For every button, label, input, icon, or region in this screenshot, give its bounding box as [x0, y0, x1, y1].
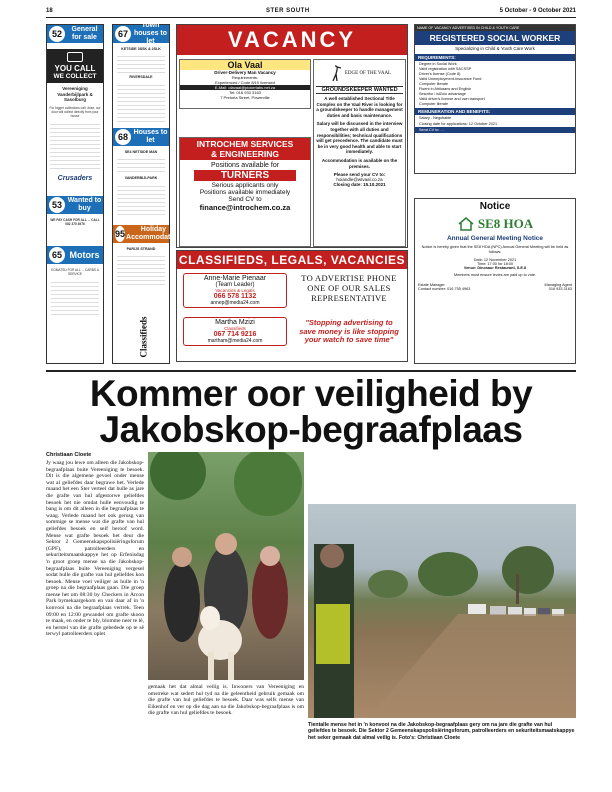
bin-icon	[67, 52, 83, 62]
section-label: Houses to let	[133, 128, 168, 144]
notice-heading: Annual General Meeting Notice	[446, 235, 544, 242]
holiday-filler	[117, 253, 165, 287]
you-call-list	[47, 121, 103, 171]
house-ad-2: VANDERBIJLPARK	[124, 176, 158, 181]
section-label: General for sale	[71, 26, 98, 41]
townhouse-filler-1	[117, 53, 165, 73]
classifieds-bar: CLASSIFIEDS, LEGALS, VACANCIES	[178, 253, 406, 267]
vacancy-block	[176, 24, 408, 248]
sw-topbar: NAME OF VACANCY ADVERTISED IN CHILD & YOUTH CARE	[415, 25, 575, 31]
introchem-turners: TURNERS	[194, 170, 296, 181]
article-col-2: gemaak het dat almal veilig is. Inwoners van Vereeniging en omstreke wat sedert hul tyd na die geleentheid gebruik gemaak om die grafte van hul geliefdes te besoek. Daar was selfs mense van Eikenhof en ver op die dag aan na die Jakobskop-begraafplaas is om die grafte van hul geliefdes te besoek.	[148, 684, 304, 717]
townhouse-ad-2: RIVERSDALE	[129, 75, 153, 80]
vacancy-banner	[177, 25, 407, 55]
heron-icon	[328, 64, 342, 82]
section-label: Motors	[69, 249, 100, 260]
notice-ad	[414, 198, 576, 364]
advertise-text: TO ADVERTISE PHONE ONE OF OUR SALES REPRESENTATIVE	[301, 273, 397, 303]
sw-rem-heading: REMUNERATION AND BENEFITS:	[415, 108, 575, 115]
rep-name: Anne-Marie Pienaar	[203, 275, 267, 282]
house-ad-1: SE4 NETSIDE MAN	[124, 149, 158, 154]
edge-logo	[316, 62, 403, 84]
introchem-heading-2: & ENGINEERING	[180, 149, 310, 160]
notice-date: Date: 12 November 2021	[473, 257, 517, 262]
edge-logo-text: EDGE OF THE VAAL	[344, 70, 392, 76]
photo-group	[148, 452, 304, 680]
house-filler-1	[117, 156, 165, 174]
photo-caption: Tientalle mense het in 'n konvooi na die Jakobskop-begraafplaas gery om na jare die grafte van hul geliefdes te besoek. Die Sektor 2 Gemeenskapspolisiëringsforum, patrolleerders en sekuriteitsmaatskappye het seker gemaak dat almal veilig is. Foto's: Christiaan Cloete	[308, 722, 575, 741]
olavaal-req: Requirements:	[231, 75, 258, 80]
header-rule	[46, 17, 576, 18]
sw-req-item: Valid Unemployment-Insurance Fund	[419, 77, 482, 81]
sw-req-item: Degree in Social Work	[419, 62, 457, 66]
rep-category: Classifieds	[224, 326, 246, 331]
section-95	[113, 225, 181, 243]
issue-date: 5 October - 9 October 2021	[499, 8, 576, 14]
classifieds-contact-block	[176, 250, 408, 362]
you-call-sub: Vereeniging Vanderbijlpark & Sasolburg	[57, 86, 93, 102]
section-67	[113, 22, 169, 45]
section-52	[47, 25, 103, 43]
crusaders-logo: Crusaders	[57, 174, 93, 182]
section-number: 53	[48, 196, 66, 214]
edge-closing: Closing date: 15.10.2021	[333, 182, 386, 188]
rep-role: (Team Leader)	[215, 282, 255, 288]
rep-martha	[183, 317, 287, 346]
sw-closing: Closing date for applications: 12 October 2021	[419, 122, 498, 126]
article-divider	[46, 370, 576, 372]
notice-title: Notice	[479, 201, 511, 212]
sw-req-item: Computer literate	[419, 82, 449, 86]
house-icon	[457, 217, 475, 231]
edge-ad	[313, 59, 406, 247]
introchem-line-1: Positions available for	[210, 162, 280, 169]
masthead: STER SOUTH	[266, 8, 310, 14]
holiday-ad: PARIJS STRAND	[126, 246, 156, 251]
house-filler-2	[117, 183, 165, 217]
section-number: 68	[114, 128, 132, 146]
introchem-line-5: Send CV to	[228, 196, 262, 203]
section-label: Town houses to let	[133, 22, 168, 45]
you-call-body: For bigger collections call, dose, our door will collect directly from your house	[49, 105, 101, 118]
photo-convoy	[308, 504, 576, 718]
section-53	[47, 196, 103, 214]
sw-rem-item: Salary - Negotiable	[419, 116, 452, 120]
you-call-ad	[47, 49, 103, 83]
classifieds-logo: Classifieds	[138, 316, 149, 358]
notice-venue: Venue: Dinosaur Restaurant, S.E.8	[463, 265, 527, 270]
section-label: Holiday Accommodation	[126, 225, 181, 241]
rep-anne	[183, 273, 287, 308]
olavaal-tel: Tel: 016 933 3163	[229, 90, 261, 95]
hoa-logo	[418, 216, 572, 232]
edge-para-1: A well established Sectional Title Complex on the Vaal River is looking for a groundskeeper to handle management duties and basic maintenance.	[316, 96, 403, 118]
sw-req-item: Sesotho / isiZulu advantage	[419, 92, 466, 96]
introchem-email: finance@introchem.co.za	[199, 203, 291, 212]
olavaal-ad	[179, 59, 311, 109]
rep-phone: 066 578 1132	[213, 293, 257, 300]
photo-cars-road	[308, 504, 576, 718]
rep-email: martham@media24.com	[207, 338, 263, 344]
sw-req-item: Fluent in Afrikaans and English	[419, 87, 472, 91]
sw-req-item: Valid driver's license and own transport	[419, 97, 485, 101]
contact-tel: 016 933 3163	[548, 287, 572, 292]
article-headline: Kommer oor veiligheid by Jakobskop-begraafplaas	[89, 373, 533, 450]
notice-para-1: Notice is hereby given that the SE8 HOA (NPC) Annual General Meeting will be held as follows:	[421, 245, 569, 254]
hoa-logo-text: SE8 HOA	[477, 216, 534, 231]
introchem-line-4: Positions available immediately	[199, 189, 291, 196]
sw-req-list	[415, 61, 575, 108]
sw-req-heading: REQUIREMENTS:	[415, 54, 575, 61]
sw-req-item: Valid registration with SACSSP	[419, 67, 472, 71]
sw-req-item: Driver's license (Code 8)	[419, 72, 461, 76]
section-number: 52	[48, 25, 66, 43]
classifieds-col-left	[46, 24, 104, 364]
section-number: 95	[114, 225, 126, 243]
contact-role: Estate Manager	[418, 283, 445, 288]
classifieds-logo-strip	[118, 312, 170, 362]
vacancy-title: VACANCY	[227, 27, 357, 52]
we-collect-heading: WE COLLECT	[53, 73, 97, 80]
introchem-ad	[179, 137, 311, 247]
section-label: Wanted to buy	[67, 196, 102, 212]
sw-sub: Specializing in Child & Youth Care Work	[455, 46, 535, 51]
edge-para-2: Salary will be discussed in the interview together with all duties and responsibilities; technical qualifications will get precedence. The candidate must be in very good health and able to start immediately.	[316, 121, 403, 155]
edge-cta: Please send your CV to:	[333, 172, 386, 178]
contact-role: Managing Agent	[544, 283, 572, 288]
edge-title: GROUNDSKEEPER WANTED	[316, 86, 403, 94]
social-worker-ad	[414, 24, 576, 174]
section-number: 65	[48, 246, 66, 264]
introchem-heading-1: INTROCHEM SERVICES	[180, 138, 310, 149]
introchem-line-3: Serious applicants only	[211, 182, 279, 189]
section-65	[47, 246, 103, 264]
townhouse-filler-2	[117, 82, 165, 122]
notice-time: Time: 17:00 for 18:00	[477, 261, 513, 266]
sw-req-item: Computer literate	[419, 102, 449, 106]
olavaal-address: 7 Pretoria Street, Powerville	[220, 95, 270, 100]
article-col-1: Jy waag jou lewe om alleen die Jakobskop-begraafplaas buite Vereeniging te besoek. Dit is die algemene gevoel onder mense wat al geliefdes daar begrawe het. Verlede maand het een Ster verteel dat hulle as jare die grafte van hul afgestorwe geliefdes besoek het nie omdat hulle eenvoudig te bang is om dit alleen in die begraafplaas te waag. Verlede maand het ook gerusg van sommige se mense wat die grafte van hul geliefdes besoek en self beroof word. Mense wat grafte besoek het deur die Sektor 2 Gemeenskapspolisiëringsforum (GPF), patrolleerders en sekuriteitsmaatskappye het op Erfenisdag 'n groot groep mense na die Jakobskop-begraafplaas buite Vereeniging vergesel sodat hulle die grafte van hul geliefdes kon besoek. Mense voel veiliger as hulle in 'n groep na die begraafplaas gaan. Die groep mense het om 08:30 by Checkers in Arcon Park bymekaargekom en van daar af in 'n konvooi na die begraafplaas vertrek. Teen 09:00 en 12:00 gewandel om grafte skoon te maak, en onder te bly, blomme neer te lê, en herstel van die grafte gebedede op te sê terwyl patrolleerders oplet	[46, 460, 144, 638]
article-byline: Christiaan Cloete	[46, 452, 92, 458]
rep-phone: 067 714 9216	[213, 331, 257, 338]
townhouse-ad-1: KETSIDE 3SSK & 2SLK	[121, 47, 161, 51]
edge-email: hoiandle@wtvaal.co.za	[336, 177, 383, 183]
section-number: 67	[114, 25, 132, 43]
motors-ad: KOMATSU FOR ALL ... CARBS A SERVICE	[51, 267, 99, 276]
page-number: 18	[46, 8, 53, 14]
olavaal-email: E-Mail: olavaal@pickerlabs.net.za	[180, 85, 310, 90]
wanted-ad: WE PAY CASH FOR ALL ... CALL 082 370 4976	[50, 217, 100, 226]
sw-apply: Send CV to: ...	[415, 127, 575, 133]
rep-category: Vacancies & Legals	[215, 288, 255, 293]
edge-para-3: Accommodation is available on the premises.	[321, 157, 398, 169]
motors-filler	[51, 279, 99, 317]
olavaal-role: Driver-Delivery Man Vacancy	[214, 70, 276, 75]
contact-tel: Contact number: 016 755 4963	[418, 287, 471, 292]
slogan: "Stopping advertising to save money is like stopping your watch to save time"	[299, 318, 399, 344]
photo-people-dog	[148, 452, 304, 680]
rep-email: annep@media24.com	[210, 300, 260, 306]
you-call-heading: YOU CALL	[54, 64, 96, 73]
notice-para-2: Members must ensure levies are paid up to vote.	[453, 272, 537, 277]
sw-title: REGISTERED SOCIAL WORKER	[415, 31, 575, 45]
section-68	[113, 128, 169, 146]
notice-contacts	[418, 283, 572, 291]
olavaal-detail: Experienced / Code 8/10 licensed	[215, 80, 275, 85]
rep-name: Martha Mzizi	[215, 319, 255, 326]
olavaal-name: Ola Vaal	[180, 60, 310, 70]
